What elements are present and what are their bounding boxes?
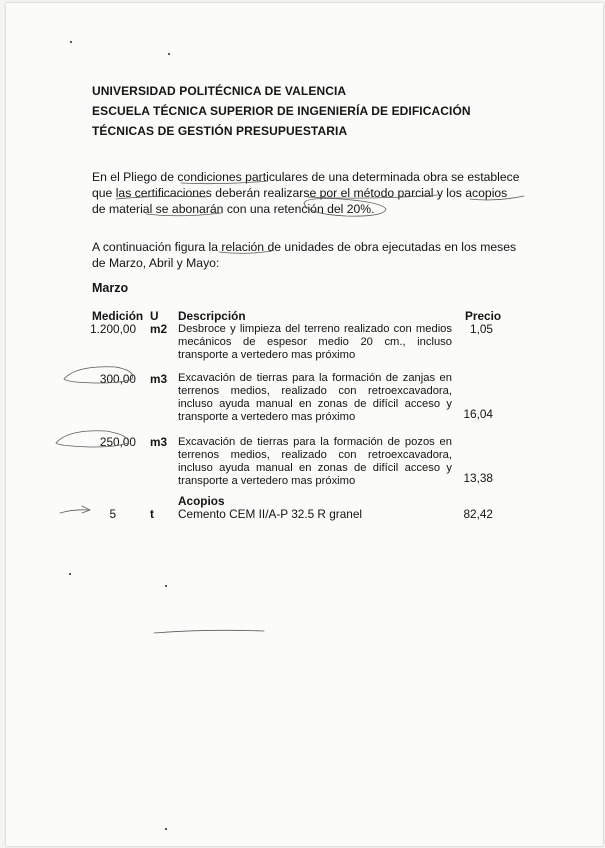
row-3-qty: 250,00 — [99, 435, 136, 449]
intro-line-1: En el Pliego de condiciones particulares de una determinada obra se establece — [92, 170, 520, 184]
acopio-price: 82,42 — [463, 507, 493, 521]
row-3-price: 13,38 — [463, 471, 493, 485]
subject-title: TÉCNICAS DE GESTIÓN PRESUPUESTARIA — [92, 124, 348, 138]
intro-line-3: de material se abonarán con una retención del 20%. — [92, 202, 375, 216]
acopio-description: Cemento CEM II/A-P 32.5 R granel — [178, 507, 363, 521]
col-header-medicion: Medición — [92, 309, 144, 323]
school-title: ESCUELA TÉCNICA SUPERIOR DE INGENIERÍA DE EDIFICACIÓN — [92, 104, 471, 118]
row-1-price: 1,05 — [470, 322, 493, 336]
lead-line-2: de Marzo, Abril y Mayo: — [92, 256, 220, 270]
col-header-price: Precio — [465, 309, 502, 323]
row-1-description: Desbroce y limpieza del terreno realizado con medios mecánicos de espesor medio 20 cm., incluso transporte a vertedero mas próximo — [178, 323, 452, 361]
row-1-unit: m2 — [150, 322, 168, 336]
university-title: UNIVERSIDAD POLITÉCNICA DE VALENCIA — [92, 84, 347, 98]
paper-speck — [69, 573, 71, 575]
row-3-description: Excavación de tierras para la formación de pozos en terrenos medios, realizado con retroexcavadora, incluso ayuda manual en zonas de difícil acceso y transporte a vertedero mas próximo — [178, 436, 452, 487]
col-header-unit: U — [150, 309, 159, 323]
stray-line — [154, 630, 264, 633]
row-2-price: 16,04 — [463, 407, 493, 421]
acopio-qty: 5 — [109, 507, 116, 521]
paper-speck — [70, 41, 72, 43]
row-1-qty: 1.200,00 — [90, 322, 136, 336]
month-heading: Marzo — [92, 281, 129, 295]
row-3-unit: m3 — [150, 435, 168, 449]
col-header-description: Descripción — [178, 309, 246, 323]
row-2-qty: 300,00 — [99, 372, 136, 386]
paper-speck — [165, 585, 167, 587]
acopio-unit: t — [150, 507, 154, 521]
paper-speck — [165, 828, 167, 830]
lead-line-1: A continuación figura la relación de unidades de obra ejecutadas en los meses — [92, 240, 517, 254]
row-2-description: Excavación de tierras para la formación de zanjas en terrenos medios, realizado con retroexcavadora, incluso ayuda manual en zonas de difícil acceso y transporte a vertedero mas próximo — [178, 372, 452, 423]
document-page — [6, 3, 603, 846]
intro-line-2: que las certificaciones deberán realizarse por el método parcial y los acopios — [92, 186, 508, 200]
paper-speck — [168, 53, 170, 55]
row-2-unit: m3 — [150, 372, 168, 386]
acopios-heading: Acopios — [178, 494, 225, 508]
